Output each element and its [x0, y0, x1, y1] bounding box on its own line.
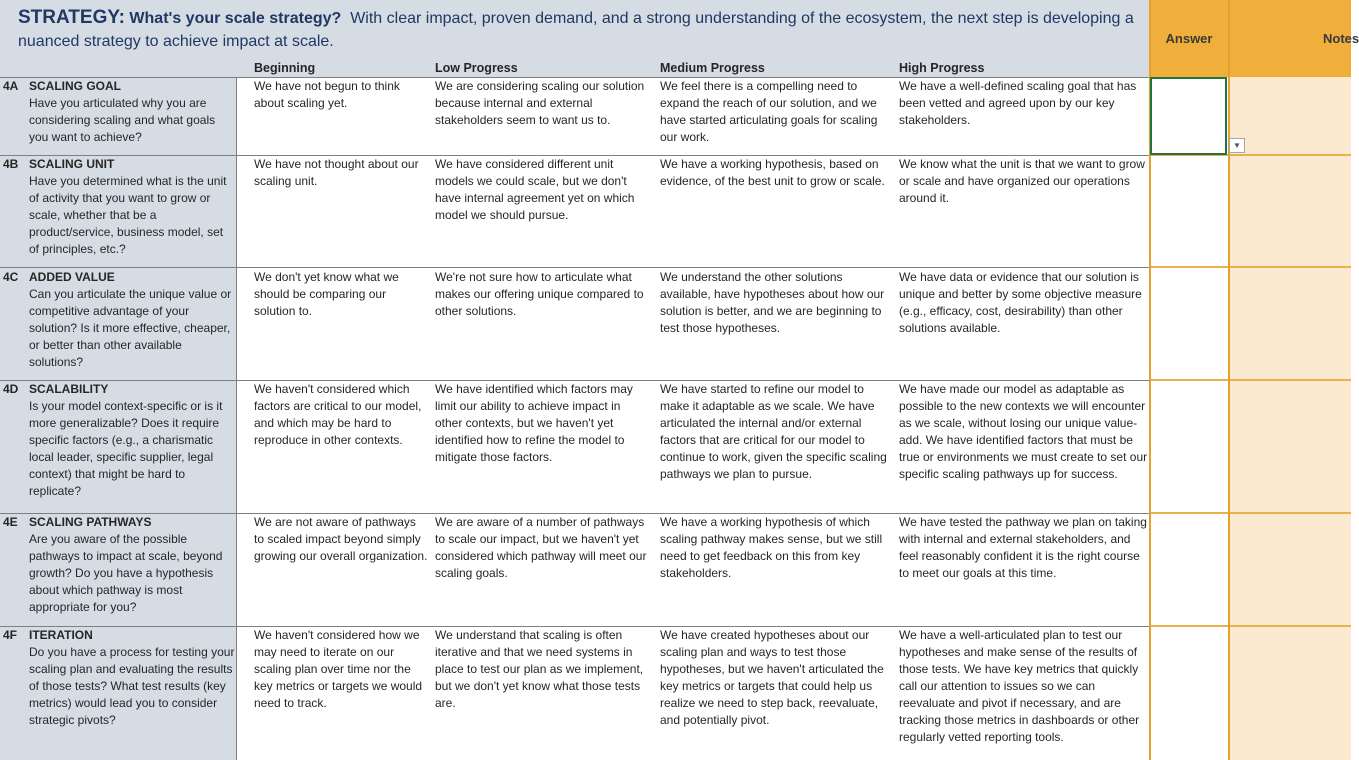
row-title-iteration: ITERATION	[29, 628, 93, 642]
answer-cell[interactable]	[1151, 514, 1227, 624]
row-title-scaling-pathways: SCALING PATHWAYS	[29, 515, 152, 529]
row-number: 4C	[3, 270, 19, 284]
strategy-label: STRATEGY:	[18, 7, 125, 28]
cell-beginning[interactable]: We have not begun to think about scaling yet.	[254, 79, 400, 110]
column-header-medium-progress[interactable]: Medium Progress	[660, 61, 765, 75]
row-number: 4B	[3, 157, 19, 171]
cell-medium-progress[interactable]: We understand the other solutions available, have hypotheses about how our solution is better, and we are beginning to test those hypotheses.	[660, 270, 885, 335]
question-column-border	[236, 77, 237, 760]
answer-cell[interactable]	[1151, 381, 1227, 511]
row-question: Are you aware of the possible pathways to impact at scale, beyond growth? Do you have a hypothesis about which pathway is most appropriate for you?	[29, 532, 223, 614]
row-divider	[0, 267, 1150, 268]
cell-beginning[interactable]: We haven't considered how we may need to iterate on our scaling plan over time nor the key metrics or targets we would need to track.	[254, 628, 423, 710]
column-header-low-progress[interactable]: Low Progress	[435, 61, 518, 75]
cell-low-progress[interactable]: We have considered different unit models we could scale, but we don't have internal agreement yet on which model we should pursue.	[435, 157, 635, 222]
row-question: Do you have a process for testing your scaling plan and evaluating the results of those tests? What test results (key metrics) would lead you to consider strategic pivots?	[29, 645, 235, 727]
cell-low-progress[interactable]: We are considering scaling our solution because internal and external stakeholders seem to want us to.	[435, 79, 645, 127]
cell-high-progress[interactable]: We have data or evidence that our solution is unique and better by some objective measure (e.g., efficacy, cost, desirability) than other solutions available.	[899, 270, 1142, 335]
cell-low-progress[interactable]: We're not sure how to articulate what makes our offering unique compared to other solutions.	[435, 270, 644, 318]
row-number: 4F	[3, 628, 18, 642]
row-number: 4A	[3, 79, 19, 93]
cell-medium-progress[interactable]: We have created hypotheses about our scaling plan and ways to test those hypotheses, but we haven't articulated the key metrics or targets that could help us realize we need to step back, reevaluate, and potentially pivot.	[660, 628, 884, 727]
page-title	[18, 6, 1143, 53]
row-title-added-value: ADDED VALUE	[29, 270, 115, 284]
cell-high-progress[interactable]: We have made our model as adaptable as possible to the new contexts we will encounter as we scale, without losing our unique value-add. We have identified factors that must be true or environments we must create to set our specific scaling pathways up for success.	[899, 382, 1148, 481]
notes-column-header[interactable]: Notes	[1229, 0, 1351, 77]
cell-high-progress[interactable]: We know what the unit is that we want to grow or scale and have organized our operations around it.	[899, 157, 1145, 205]
cell-medium-progress[interactable]: We have a working hypothesis, based on evidence, of the best unit to grow or scale.	[660, 157, 885, 188]
row-question: Is your model context-specific or is it more generalizable? Does it require specific factors (e.g., a charismatic local leader, specific supplier, legal context) that might be hard to replicate?	[29, 399, 223, 498]
answer-cell-selected[interactable]	[1150, 77, 1227, 155]
column-header-beginning[interactable]: Beginning	[254, 61, 316, 75]
strategy-intro: With clear impact, proven demand, and a strong understanding of the ecosystem, the next step is developing a nuanced strategy to achieve impact at scale.	[18, 10, 1134, 50]
cell-medium-progress[interactable]: We have a working hypothesis of which scaling pathway makes sense, but we still need to get feedback on this from key stakeholders.	[660, 515, 883, 580]
cell-high-progress[interactable]: We have a well-defined scaling goal that has been vetted and agreed upon by our key stakeholders.	[899, 79, 1137, 127]
answer-cell[interactable]	[1151, 268, 1227, 378]
notes-column-left-border	[1228, 0, 1230, 760]
row-title-scalability: SCALABILITY	[29, 382, 109, 396]
cell-low-progress[interactable]: We have identified which factors may limit our ability to achieve impact in other contexts, but we haven't yet identified how to refine the model to mitigate those factors.	[435, 382, 633, 464]
chevron-down-icon[interactable]: ▼	[1229, 138, 1245, 153]
cell-high-progress[interactable]: We have a well-articulated plan to test our hypotheses and make sense of the results of those tests. We have key metrics that quickly call our attention to issues so we can reevaluate and pivot if necessary, and are tracking those metrics in dashboards or other regularly vetted reporting tools.	[899, 628, 1140, 744]
cell-high-progress[interactable]: We have tested the pathway we plan on taking with internal and external stakeholders, and feel reasonably confident it is the right course to meet our goals at this time.	[899, 515, 1147, 580]
row-number: 4D	[3, 382, 19, 396]
cell-beginning[interactable]: We haven't considered which factors are critical to our model, and which may be hard to reproduce in other contexts.	[254, 382, 422, 447]
cell-beginning[interactable]: We are not aware of pathways to scaled impact beyond simply growing our overall organization.	[254, 515, 428, 563]
answer-cell[interactable]	[1151, 627, 1227, 760]
row-question: Can you articulate the unique value or competitive advantage of your solution? Is it more effective, cheaper, or better than other available solutions?	[29, 287, 232, 369]
answer-column-header[interactable]: Answer	[1150, 0, 1228, 77]
cell-beginning[interactable]: We don't yet know what we should be comparing our solution to.	[254, 270, 399, 318]
answer-cell[interactable]	[1151, 156, 1227, 266]
cell-medium-progress[interactable]: We feel there is a compelling need to expand the reach of our solution, and we have started articulating goals for scaling our work.	[660, 79, 878, 144]
cell-beginning[interactable]: We have not thought about our scaling unit.	[254, 157, 419, 188]
cell-low-progress[interactable]: We are aware of a number of pathways to scale our impact, but we haven't yet considered which pathway will meet our scaling goals.	[435, 515, 647, 580]
cell-medium-progress[interactable]: We have started to refine our model to make it adaptable as we scale. We have articulated the internal and/or external factors that are critical for our model to continue to work, given the specific scaling pathways we plan to pursue.	[660, 382, 887, 481]
notes-column	[1229, 77, 1351, 760]
cell-low-progress[interactable]: We understand that scaling is often iterative and that we need systems in place to test our plan as we implement, but we don't yet know what those tests are.	[435, 628, 644, 710]
column-header-high-progress[interactable]: High Progress	[899, 61, 985, 75]
row-question: Have you determined what is the unit of activity that you want to grow or scale, whether that be a product/service, business model, set of principles, etc.?	[29, 174, 227, 256]
row-title-scaling-goal: SCALING GOAL	[29, 79, 121, 93]
row-question: Have you articulated why you are considering scaling and what goals you want to achieve?	[29, 96, 216, 144]
row-title-scaling-unit: SCALING UNIT	[29, 157, 115, 171]
row-number: 4E	[3, 515, 18, 529]
strategy-question: What's your scale strategy?	[129, 10, 342, 27]
